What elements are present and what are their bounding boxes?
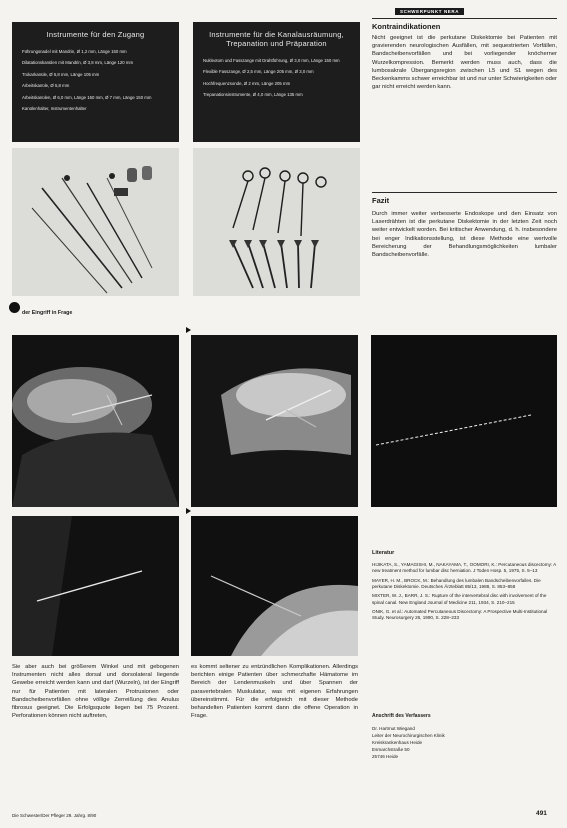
panel-item: Arbeitskanüle, Ø 5,8 mm [22,83,70,89]
author-line: Esmarchstraße 50 [372,746,410,752]
section-rule [372,18,557,19]
instrument-panel-evacuation [193,22,360,142]
instrument-panel-access [12,22,179,142]
literature-heading: Literatur [372,550,395,556]
literature-ref: ONIK, G. et al.: Automated Percutaneous Discectomy: A Prospective Multi-Institutional Study. Neurosurgery 26, 1990, S. 228–233 [372,608,548,621]
panel-item: Arbeitskanülen, Ø 6,0 mm, Länge 150 mm, Ø 7 mm, Länge 150 mm [22,94,152,100]
body-text-middle: es kommt seltener zu entzündlichen Komplikationen. Allerdings berichten einige Patienten über schmerzhafte Hämatome im Bereich der Lendenmuskeln und über Spannen der paravertebralen Muskulatur, was mit eigenen Erfahrungen übereinstimmt. Für die erfolgreich mit dieser Methode behandelten Patienten kommt dann die offene Operation in Frage. [191,664,358,720]
body-text-left: Sie aber auch bei größerem Winkel und mit gebogenen Instrumenten nicht alles dorsal und dorsolateral liegende Gewebe erreicht werden kann und darf (Wurzeln), ist der Eingriff nur für Patienten mit lateralen Protrusionen oder Bandscheibenvorfällen ohne völlige Zerreißung des Anulus fibrosus geeignet. Die Erfolgsquote liegen bei 75 Prozent. Perforationen können nicht auftreten, [12,664,179,720]
surgery-photo-1 [12,335,179,507]
instrument-photo-evacuation [193,148,360,296]
author-line: Leiter der Neurochirurgischen Klinik [372,732,445,738]
author-line: 25746 Heide [372,753,399,759]
conclusion-text: Durch immer weiter verbesserte Endoskope und den Einsatz von Laserdrähten ist die perkutane Diskektomie in der letzten Zeit noch weiter entwickelt worden. Bei kritischer Anwendung, d. h. insbesondere bei enger Indikationsstellung, ist diese Methode eine wertvolle Bereicherung der Behandlungsmöglichkeiten lumbaler Bandscheibenvorfälle. [372,211,557,259]
surgery-photo-2 [191,335,358,507]
surgery-photo-3 [371,335,557,507]
literature-list [372,562,557,625]
contraindications-heading: Kontraindikationen [372,22,441,31]
author-heading: Anschrift des Verfassers [372,713,431,719]
literature-ref: MAYER, H. M., BROCK, M.: Behandlung des lumbalen Bandscheibenvorfalles. Die perkutane Diskektomie. Deutsches Ärzteblatt 85/13, 1988, S. 853–858 [372,577,541,589]
contraindications-text: Nicht geeignet ist die perkutane Diskektomie bei Patienten mit gravierenden neurologischen Ausfällen, mit sequestrierten Vorfällen, Bandscheibenvorfällen und bei vorliegender knöcherner Wurzelkompression. Bemerkt werden muss auch, dass die lumbosakrale Übergangsregion zwischen L5 und S1 wegen des Beckenkamms schwer erreichbar ist und nur unter Schwierigkeiten oder gar nicht erreicht werden kann. [372,35,557,91]
figure-marker [186,327,191,333]
panel-item: Führungsnadel mit Mandrin, Ø 1,2 mm, Länge 150 mm [22,49,127,54]
panel-title: Instrumente für die Kanalausräumung, Trepanation und Präparation [209,30,344,48]
author-line: Kreiskrankenhaus Heide [372,739,423,745]
author-address [372,726,557,760]
panel-item: Hochfrequenzsonde, Ø 2 mm, Länge 205 mm [203,80,291,86]
journal-footer: Die Schwester/Der Pfleger 29. Jahrg. 8/90 [12,813,97,818]
panel-item: Nukleotom und Fasszange mit Drahtführung, Ø 3,0 mm, Länge 150 mm [203,58,340,63]
panel-item: Dilatationskanülen mit Mandrin, Ø 3,8 mm, Länge 120 mm [22,60,134,66]
panel-item: Kanülenhalter, Instrumentenhalter [22,106,87,112]
section-tag: SCHWERPUNKT NERA [395,8,464,15]
panel-list [22,49,169,113]
panel-title: Instrumente für den Zugang [46,30,145,39]
panel-item: Flexible Fasszange, Ø 2,5 mm, Länge 205 mm, Ø 3,0 mm [203,69,314,75]
literature-ref: MIXTER, W. J., BARR, J. S.: Rupture of the intervertebral disc with involvement of the spinal canal. New England Journal of Medicine 211, 1934, S. 210–215 [372,593,547,605]
surgery-photo-5 [191,516,358,656]
panel-item: Trokarkanüle, Ø 5,8 mm, Länge 105 mm [22,71,100,77]
literature-ref: HIJIKATA, S., YAMAGISHI, M., NAKAYAMA, T., OOMORI, K.: Percutaneous discectomy: A new treatment method for lumbar disc herniation. J Toden Hosp. 5, 1975, S. 5–13 [372,562,556,574]
figure-bullet [9,302,20,313]
figure-marker [186,508,191,514]
instrument-photo-access [12,148,179,296]
panel-item: Trepanationsinstrumente, Ø 4,0 mm, Länge 135 mm [203,92,303,98]
author-line: Dr. Hartmut Wiegand [372,726,415,731]
figure-caption: der Eingriff in Frage [22,310,73,316]
page-number: 491 [536,810,547,817]
surgery-photo-4 [12,516,179,656]
section-rule [372,192,557,193]
conclusion-heading: Fazit [372,196,390,205]
panel-list [203,58,350,99]
